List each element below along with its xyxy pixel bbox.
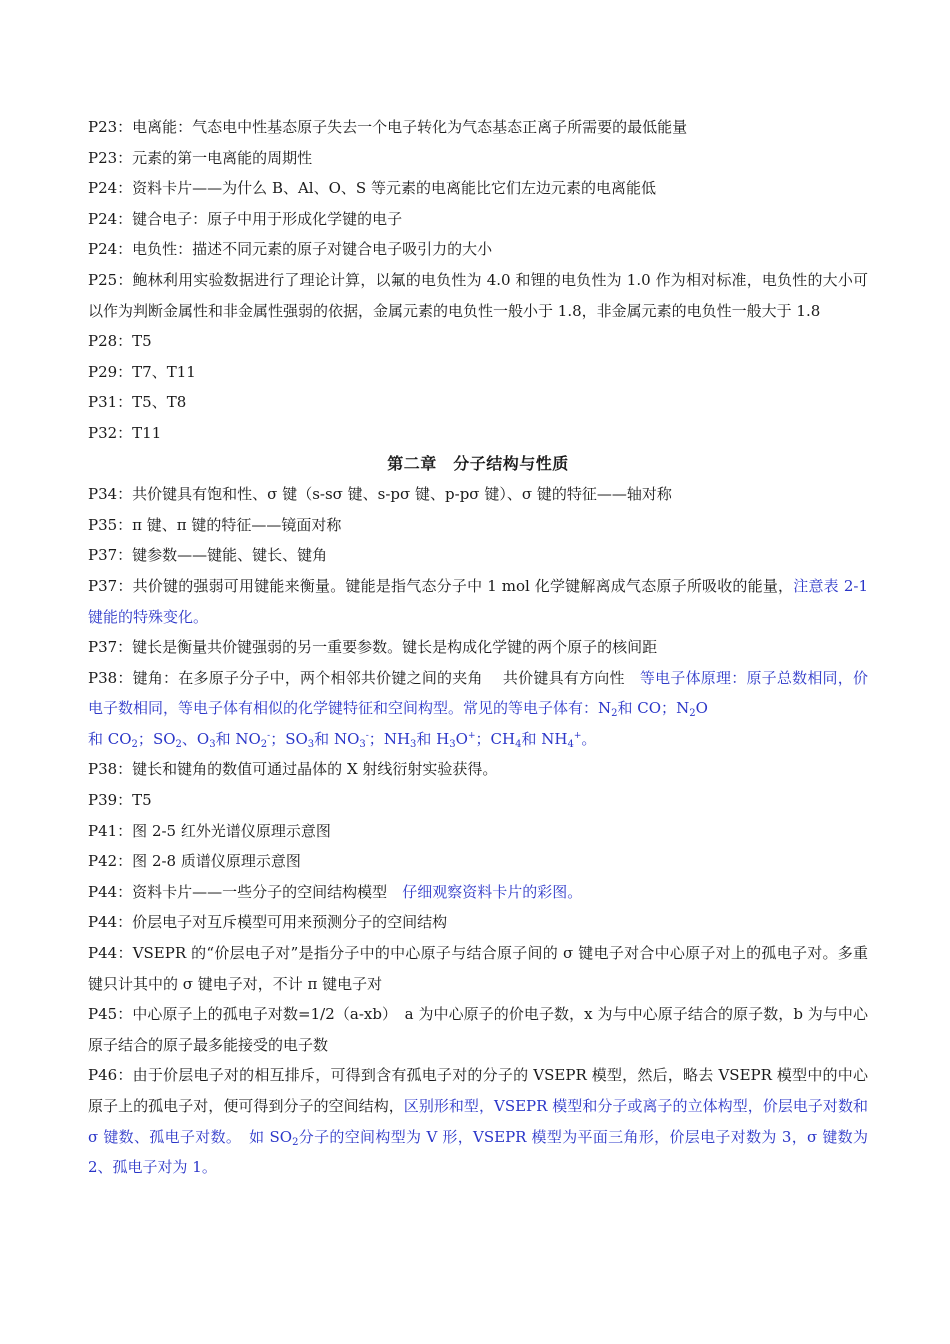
note-p41-ir-spectrometer: P41：图 2-5 红外光谱仪原理示意图	[88, 821, 331, 840]
note-p35-pi-bond: P35：π 键、π 键的特征——镜面对称	[88, 515, 342, 534]
vsepr-remark: 区别形和型，VSEPR 模型和分子或离子的立体构型，价层电子对数和 σ 键数、孤电子对数。 如 $SO_2$分子的空间构型为 V 形，VSEPR 模型为平面三角形，价层电子对数为 3，σ 键数为 2、孤电子对为 1。	[88, 1097, 868, 1177]
note-p34-sigma-bond: P34：共价键具有饱和性、σ 键（s-sσ 键、s-pσ 键、p-pσ 键）、σ 键的特征——轴对称	[88, 485, 672, 504]
note-p23-ionization-energy: P23：电离能：气态电中性基态原子失去一个电子转化为气态基态正离子所需要的最低能量	[88, 118, 688, 136]
note-p38-bond-angle	[88, 663, 868, 755]
note-p32: P32：T11	[88, 423, 162, 442]
note-p37-bond-energy	[88, 571, 868, 632]
note-p39: P39：T5	[88, 791, 152, 810]
bond-angle-text: P38：键角：在多原子分子中，两个相邻共价键之间的夹角 共价键具有方向性	[88, 668, 640, 687]
note-p24-info-card: P24：资料卡片——为什么 B、Al、O、S 等元素的电离能比它们左边元素的电离能低	[88, 179, 656, 198]
note-p44-info-card: P44：资料卡片——一些分子的空间结构模型 仔细观察资料卡片的彩图。	[88, 882, 583, 901]
note-p24-electronegativity: P24：电负性：描述不同元素的原子对键合电子吸引力的大小	[88, 240, 493, 259]
note-p42-mass-spectrometer: P42：图 2-8 质谱仪原理示意图	[88, 852, 301, 871]
bond-energy-text: P37：共价键的强弱可用键能来衡量。键能是指气态分子中 1 mol 化学键解离成气态原子所吸收的能量，	[88, 576, 794, 595]
isoelectronic-principle: 等电子体原理：原子总数相同，价电子数相同，等电子体有相似的化学键特征和空间构型。常见的等电子体有：$N_2$和 CO；$N_2O$ 和 $CO_2$；$SO_2$、$O_3$和 $NO_2^-$；$SO_3$和 $NO_3^-$；$NH_3$和 $H_3O^+$；$CH_4$和 $NH_4^+$。	[88, 668, 868, 750]
note-p44-vsepr-model: P44：价层电子对互斥模型可用来预测分子的空间结构	[88, 913, 448, 932]
note-p29: P29：T7、T11	[88, 362, 196, 381]
bond-energy-remark: 注意表 2-1 键能的特殊变化。	[88, 576, 868, 626]
document-page	[88, 112, 868, 1183]
color-figure-remark: 仔细观察资料卡片的彩图。	[402, 882, 583, 901]
isoelectronic-examples: $N_2$和 CO；$N_2O$ 和 $CO_2$；$SO_2$、$O_3$和 $NO_2^-$；$SO_3$和 $NO_3^-$；$NH_3$和 $H_3O^+$；$CH_4$和 $NH_4^+$。	[88, 699, 708, 750]
note-p31: P31：T5、T8	[88, 393, 187, 412]
note-p23-periodicity: P23：元素的第一电离能的周期性	[88, 148, 313, 167]
note-p37-bond-parameters: P37：键参数——键能、键长、键角	[88, 546, 328, 565]
note-p28: P28：T5	[88, 332, 152, 351]
note-p38-xray: P38：键长和键角的数值可通过晶体的 X 射线衍射实验获得。	[88, 760, 498, 779]
note-p24-bonding-electrons: P24：键合电子：原子中用于形成化学键的电子	[88, 209, 403, 228]
note-p37-bond-length: P37：键长是衡量共价键强弱的另一重要参数。键长是构成化学键的两个原子的核间距	[88, 638, 658, 657]
note-p45-lone-pairs: P45：中心原子上的孤电子对数=1/2（a-xb） a 为中心原子的价电子数，x 为与中心原子结合的原子数，b 为与中心原子结合的原子最多能接受的电子数	[88, 1005, 868, 1054]
note-p44-vsepr-pairs: P44：VSEPR 的“价层电子对”是指分子中的中心原子与结合原子间的 σ 键电子对合中心原子对上的孤电子对。多重键只计其中的 σ 键电子对，不计 π 键电子对	[88, 944, 868, 993]
chapter-2-heading: 第二章 分子结构与性质	[387, 453, 569, 473]
note-p46-spatial-structure: P46：由于价层电子对的相互排斥，可得到含有孤电子对的分子的 VSEPR 模型，然后，略去 VSEPR 模型中的中心原子上的孤电子对，便可得到分子的空间结构，区别形和型，VSEPR 模型和分子或离子的立体构型，价层电子对数和 σ 键数、孤电子对数。 如 $SO_2$分子的空间构型为 V 形，VSEPR 模型为平面三角形，价层电子对数为 3，σ 键数为 2、孤电子对为 1。	[88, 1066, 868, 1177]
note-p25-pauling: P25：鲍林利用实验数据进行了理论计算，以氟的电负性为 4.0 和锂的电负性为 1.0 作为相对标准，电负性的大小可以作为判断金属性和非金属性强弱的依据，金属元素的电负性一般小于 1.8，非金属元素的电负性一般大于 1.8	[88, 270, 868, 320]
